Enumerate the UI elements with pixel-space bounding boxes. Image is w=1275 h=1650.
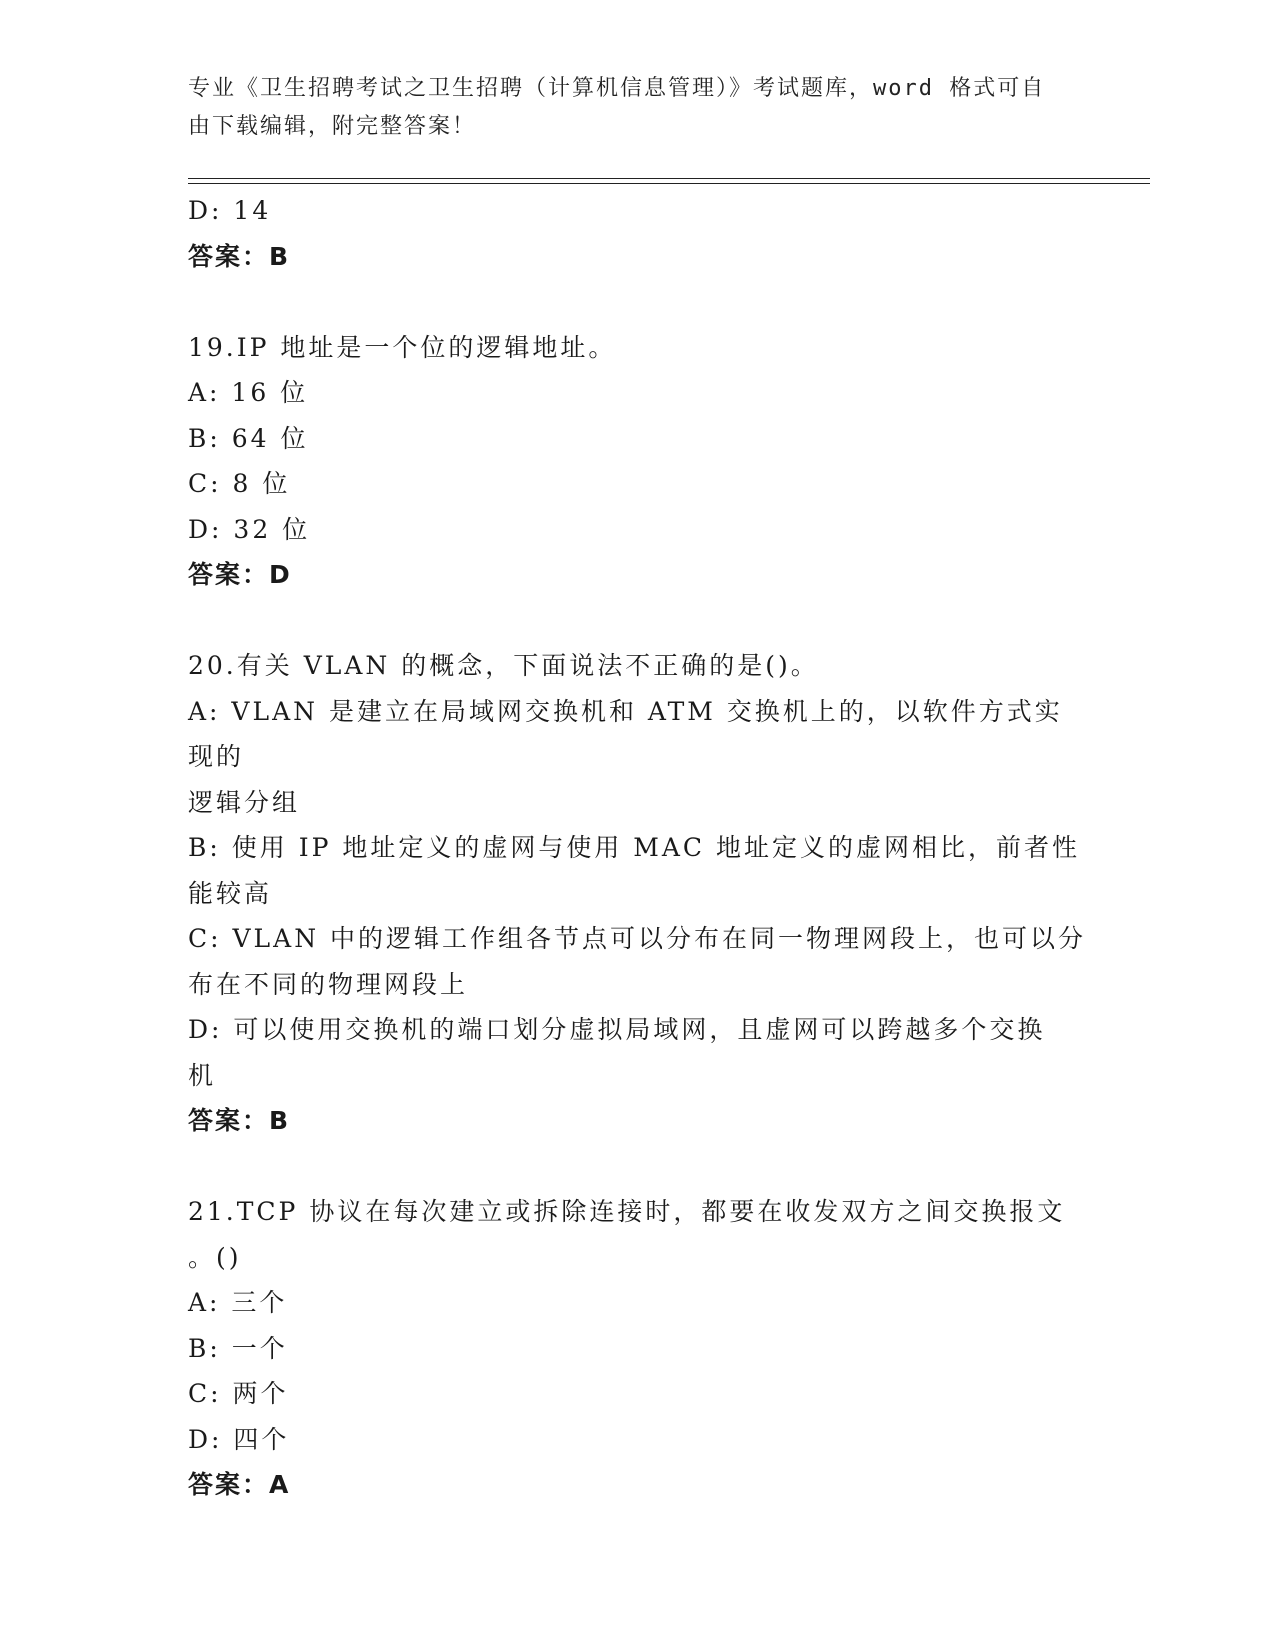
- spacer: [188, 1144, 1088, 1190]
- option-a-line-1: A: VLAN 是建立在局域网交换机和 ATM 交换机上的，以软件方式实现的: [188, 696, 1063, 771]
- header-rule-bottom: [188, 183, 1150, 184]
- header-rule-top: [188, 178, 1150, 179]
- option-d: D: 32 位: [188, 514, 311, 544]
- header-line-1: 专业《卫生招聘考试之卫生招聘（计算机信息管理）》考试题库，word 格式可自: [188, 76, 1046, 101]
- prev-option-d: D: 14: [188, 196, 272, 225]
- spacer: [188, 279, 1088, 325]
- question-stem: 19.IP 地址是一个位的逻辑地址。: [188, 332, 617, 362]
- option-c: C: 两个: [188, 1379, 289, 1408]
- answer: 答案：D: [188, 560, 292, 589]
- question-20: [188, 643, 1088, 1144]
- option-d: D: 四个: [188, 1424, 290, 1454]
- header-line-2: 由下载编辑，附完整答案！: [188, 114, 477, 139]
- prev-answer: 答案：B: [188, 241, 291, 271]
- option-c-line-1: C: VLAN 中的逻辑工作组各节点可以分布在同一物理网段上，也可以分: [188, 924, 1087, 953]
- option-b-line-1: B: 使用 IP 地址定义的虚网与使用 MAC 地址定义的虚网相比，前者性: [188, 833, 1081, 862]
- option-b: B: 一个: [188, 1333, 288, 1363]
- option-c: C: 8 位: [188, 469, 291, 498]
- option-a: A: 三个: [188, 1288, 288, 1317]
- option-c-line-2: 布在不同的物理网段上: [188, 969, 469, 999]
- page-header: [188, 70, 1068, 146]
- question-stem: 20.有关 VLAN 的概念，下面说法不正确的是()。: [188, 651, 819, 680]
- question-21: [188, 1189, 1088, 1508]
- question-stem-line-1: 21.TCP 协议在每次建立或拆除连接时，都要在收发双方之间交换报文: [188, 1197, 1066, 1226]
- option-b-line-2: 能较高: [188, 878, 273, 908]
- option-a-line-2: 逻辑分组: [188, 787, 301, 817]
- answer: 答案：A: [188, 1470, 291, 1499]
- spacer: [188, 598, 1088, 644]
- question-content: [188, 188, 1088, 1508]
- answer: 答案：B: [188, 1106, 291, 1135]
- option-b: B: 64 位: [188, 423, 309, 453]
- question-19: [188, 325, 1088, 598]
- option-d-line-2: 机: [188, 1060, 217, 1090]
- option-a: A: 16 位: [188, 378, 309, 407]
- question-stem-line-2: 。(): [188, 1242, 242, 1272]
- option-d-line-1: D: 可以使用交换机的端口划分虚拟局域网，且虚网可以跨越多个交换: [188, 1015, 1046, 1044]
